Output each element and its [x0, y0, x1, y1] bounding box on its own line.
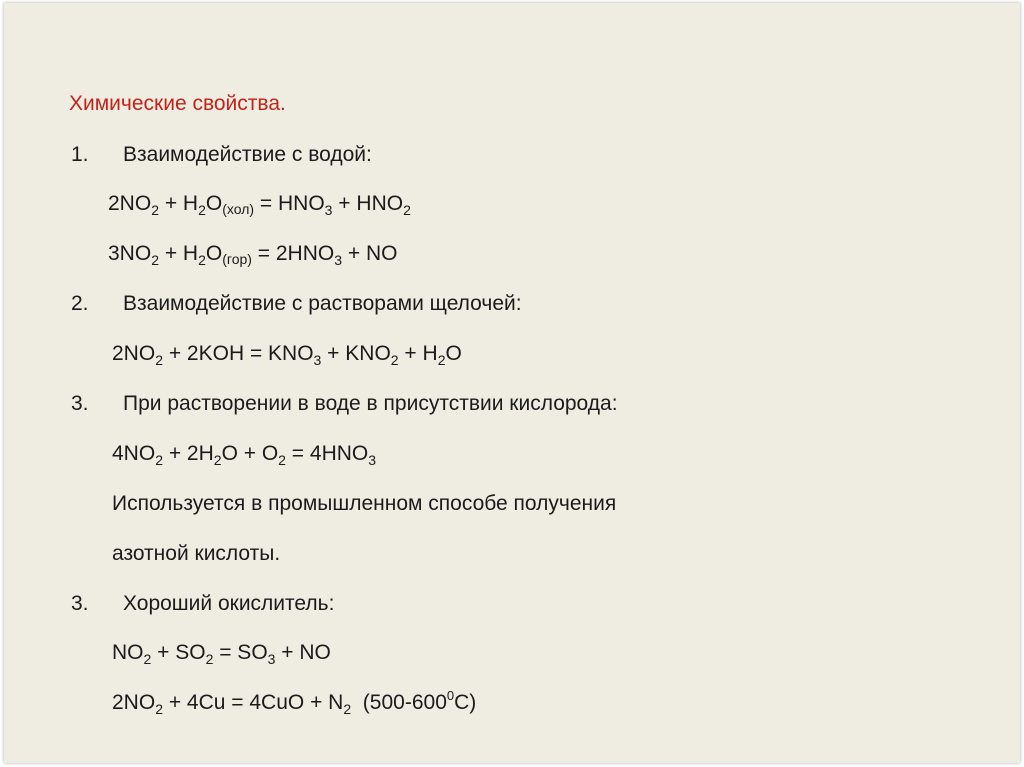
item-heading-1: Взаимодействие с водой:: [123, 143, 372, 166]
equation-4: $4NO_2 + 2H_2O + O_2 = 4HNO_3$: [112, 442, 377, 468]
note-line-2: азотной кислоты.: [112, 542, 281, 565]
equation-1: $2NO_2 + H_2O_{(хол)} = HNO_3 + HNO_2$: [108, 192, 411, 218]
item-heading-2: Взаимодействие с растворами щелочей:: [123, 292, 522, 315]
equation-6: $2NO_2 + 4Cu = 4CuO + N_2$ $(500-600^0C)$: [112, 688, 477, 717]
equation-5: $NO_2 + SO_2 = SO_3$ + NO: [112, 641, 331, 667]
item-number-4: 3.: [71, 592, 89, 615]
slide-title: Химические свойства.: [69, 92, 286, 115]
slide: [4, 3, 1020, 763]
item-heading-4: Хороший окислитель:: [123, 592, 335, 615]
item-number-2: 2.: [71, 292, 89, 315]
equation-2: $3NO_2 + H_2O_{(гор)} = 2HNO_3$ + NO: [108, 242, 398, 268]
note-line-1: Используется в промышленном способе получения: [112, 492, 617, 515]
item-heading-3: При растворении в воде в присутствии кислорода:: [123, 392, 618, 415]
item-number-3: 3.: [71, 392, 89, 415]
equation-3: $2NO_2 + 2KOH = KNO_3 + KNO_2 + H_2O$: [112, 342, 462, 368]
item-number-1: 1.: [71, 143, 89, 166]
